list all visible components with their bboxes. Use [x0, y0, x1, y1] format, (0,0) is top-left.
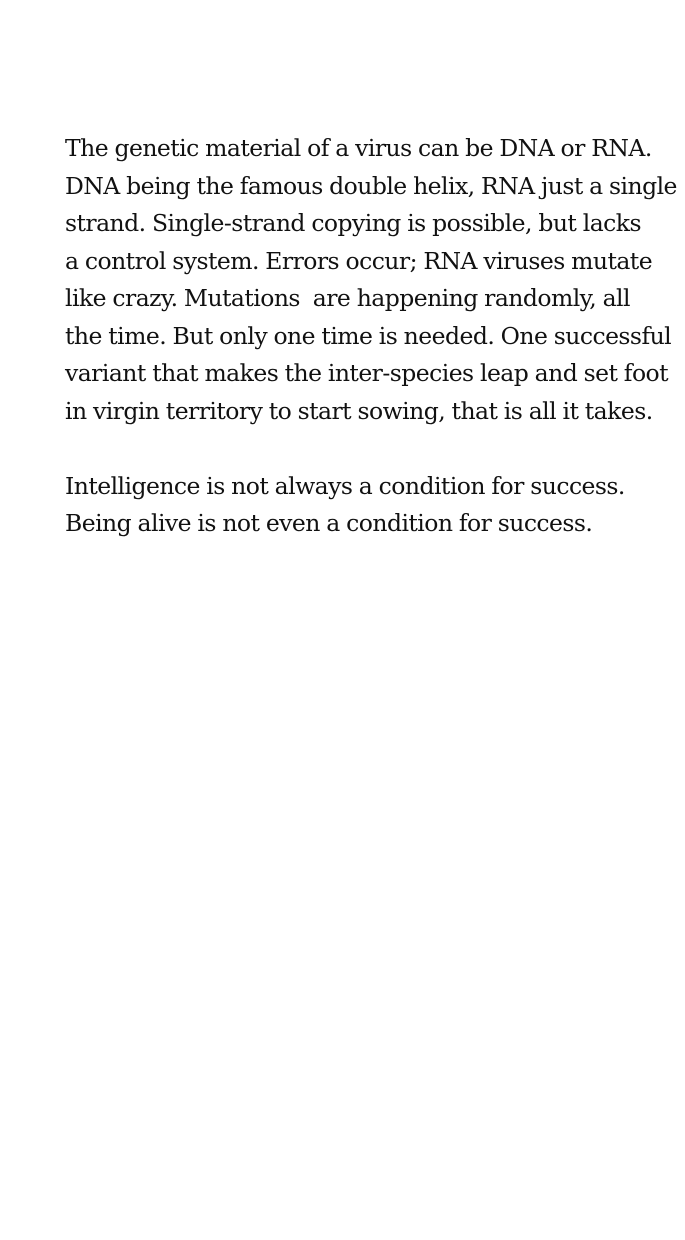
- paragraph-1: [65, 130, 677, 430]
- paragraph-2: [65, 468, 625, 543]
- text-line: Intelligence is not always a condition for success.: [65, 471, 625, 500]
- text-line: The genetic material of a virus can be DNA or RNA.: [65, 134, 652, 162]
- text-line: DNA being the famous double helix, RNA just a single: [65, 171, 677, 200]
- text-line: the time. But only one time is needed. One successful: [65, 321, 672, 350]
- text-line: like crazy. Mutations are happening randomly, all: [65, 284, 630, 312]
- text-column: [65, 130, 677, 543]
- text-line: strand. Single-strand copying is possible, but lacks: [65, 209, 641, 237]
- paragraph-spacer: [65, 430, 625, 468]
- text-line: variant that makes the inter-species leap and set foot: [65, 359, 669, 387]
- text-line: in virgin territory to start sowing, that is all it takes.: [65, 396, 653, 425]
- text-line: Being alive is not even a condition for success.: [65, 509, 593, 537]
- text-line: a control system. Errors occur; RNA viruses mutate: [65, 246, 653, 275]
